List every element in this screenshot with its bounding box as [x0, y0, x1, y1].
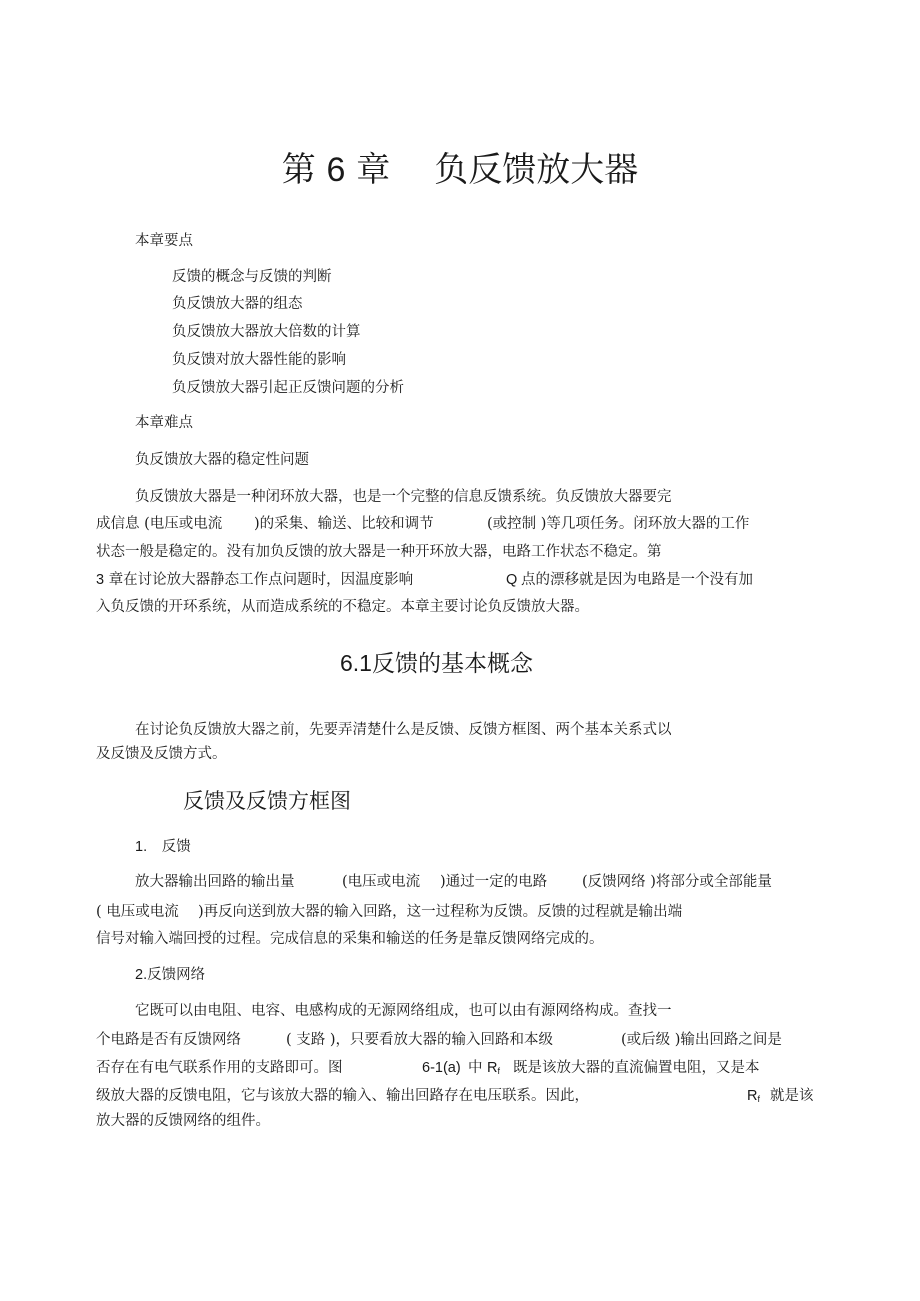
section-heading: 6.1反馈的基本概念 — [340, 650, 533, 677]
intro-line-4: 3 章在讨论放大器静态工作点问题时，因温度影响 Q 点的漂移就是因为电路是一个没有加 — [96, 572, 753, 588]
feedback-line-3: 信号对输入端回授的过程。完成信息的采集和输送的任务是靠反馈网络完成的。 — [96, 931, 604, 947]
intro-line-1: 负反馈放大器是一种闭环放大器，也是一个完整的信息反馈系统。负反馈放大器要完 — [135, 489, 672, 505]
difficulty-item: 负反馈放大器的稳定性问题 — [135, 452, 309, 468]
network-line-5: 放大器的反馈网络的组件。 — [96, 1113, 270, 1129]
section-intro-line-2: 及反馈及反馈方式。 — [96, 746, 227, 762]
intro-line-2: 成信息 (电压或电流 )的采集、输送、比较和调节 (或控制 )等几项任务。闭环放大器的工作 — [96, 516, 750, 532]
key-point-item: 负反馈对放大器性能的影响 — [172, 352, 346, 368]
key-point-item: 负反馈放大器放大倍数的计算 — [172, 324, 361, 340]
network-line-4: 级放大器的反馈电阻，它与该放大器的输入、输出回路存在电压联系。因此， $R_f$ 就是该 — [96, 1088, 814, 1104]
key-points-heading: 本章要点 — [135, 233, 193, 249]
network-line-2: 个电路是否有反馈网络 ( 支路 )，只要看放大器的输入回路和本级 (或后级 )输出回路之间是 — [96, 1032, 782, 1048]
section-intro-line-1: 在讨论负反馈放大器之前，先要弄清楚什么是反馈、反馈方框图、两个基本关系式以 — [135, 722, 672, 738]
feedback-line-2: ( 电压或电流 )再反向送到放大器的输入回路，这一过程称为反馈。反馈的过程就是输出端 — [96, 904, 683, 920]
key-point-item: 反馈的概念与反馈的判断 — [172, 269, 332, 285]
network-line-3: 否存在有电气联系作用的支路即可。图 6-1(a) 中 $R_f$ 既是该放大器的直流偏置电阻，又是本 — [96, 1060, 760, 1076]
chapter-title: 第 6 章 负反馈放大器 — [281, 150, 639, 190]
network-heading: 2.反馈网络 — [135, 967, 206, 983]
feedback-line-1: 放大器输出回路的输出量 (电压或电流 )通过一定的电路 (反馈网络 )将部分或全部能量 — [135, 874, 772, 890]
subsection-heading: 反馈及反馈方框图 — [183, 789, 351, 813]
intro-line-3: 状态一般是稳定的。没有加负反馈的放大器是一种开环放大器，电路工作状态不稳定。第 — [96, 544, 662, 560]
feedback-heading: 1. 反馈 — [135, 839, 191, 855]
network-line-1: 它既可以由电阻、电容、电感构成的无源网络组成，也可以由有源网络构成。查找一 — [135, 1003, 672, 1019]
key-point-item: 负反馈放大器引起正反馈问题的分析 — [172, 380, 404, 396]
intro-line-5: 入负反馈的开环系统，从而造成系统的不稳定。本章主要讨论负反馈放大器。 — [96, 599, 589, 615]
difficulties-heading: 本章难点 — [135, 415, 193, 431]
key-point-item: 负反馈放大器的组态 — [172, 296, 303, 312]
